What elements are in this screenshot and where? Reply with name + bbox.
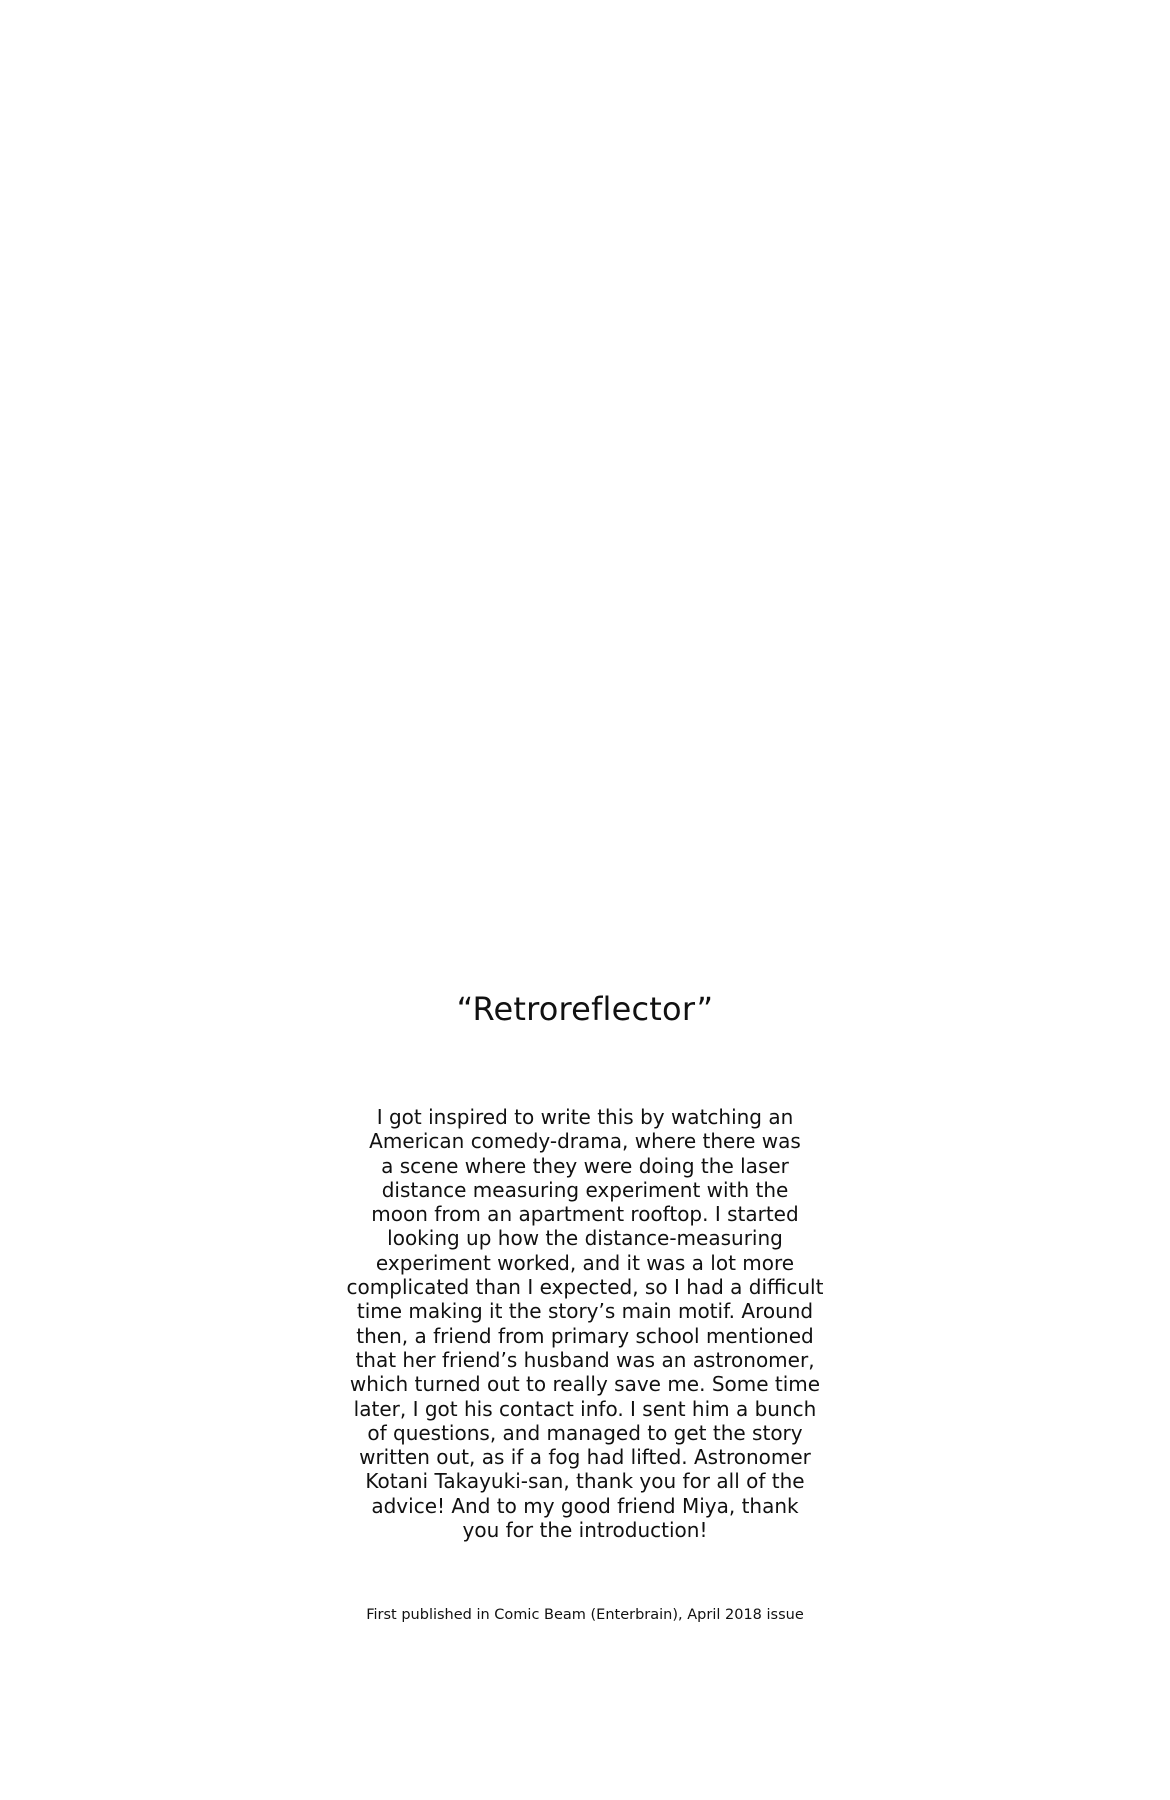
text-line: then, a friend from primary school mentioned (356, 1323, 814, 1348)
text-line: you for the introduction! (462, 1518, 708, 1543)
text-line: which turned out to really save me. Some time (349, 1372, 821, 1397)
text-line: Kotani Takayuki-san, thank you for all of the (365, 1469, 805, 1494)
text-line: complicated than I expected, so I had a difficult (346, 1275, 824, 1300)
text-line: a scene where they were doing the laser (381, 1153, 789, 1178)
text-line: I got inspired to write this by watching an (376, 1105, 794, 1129)
text-line: written out, as if a fog had lifted. Astronomer (359, 1445, 811, 1470)
text-line: that her friend’s husband was an astronomer, (355, 1347, 815, 1372)
afterword-text (330, 1105, 840, 1542)
text-line: experiment worked, and it was a lot more (375, 1250, 795, 1275)
text-line: advice! And to my good friend Miya, thank (371, 1493, 799, 1518)
text-line: distance measuring experiment with the (381, 1177, 789, 1202)
text-line: later, I got his contact info. I sent him a bunch (353, 1396, 817, 1421)
text-line: time making it the story’s main motif. Around (356, 1299, 814, 1324)
text-line: looking up how the distance-measuring (387, 1226, 783, 1251)
publication-note: First published in Comic Beam (Enterbrain), April 2018 issue (366, 1607, 804, 1623)
text-line: American comedy-drama, where there was (369, 1129, 801, 1154)
page-title: “Retroreflector” (456, 990, 714, 1028)
text-line: of questions, and managed to get the story (367, 1420, 803, 1445)
text-line: moon from an apartment rooftop. I started (371, 1202, 799, 1227)
